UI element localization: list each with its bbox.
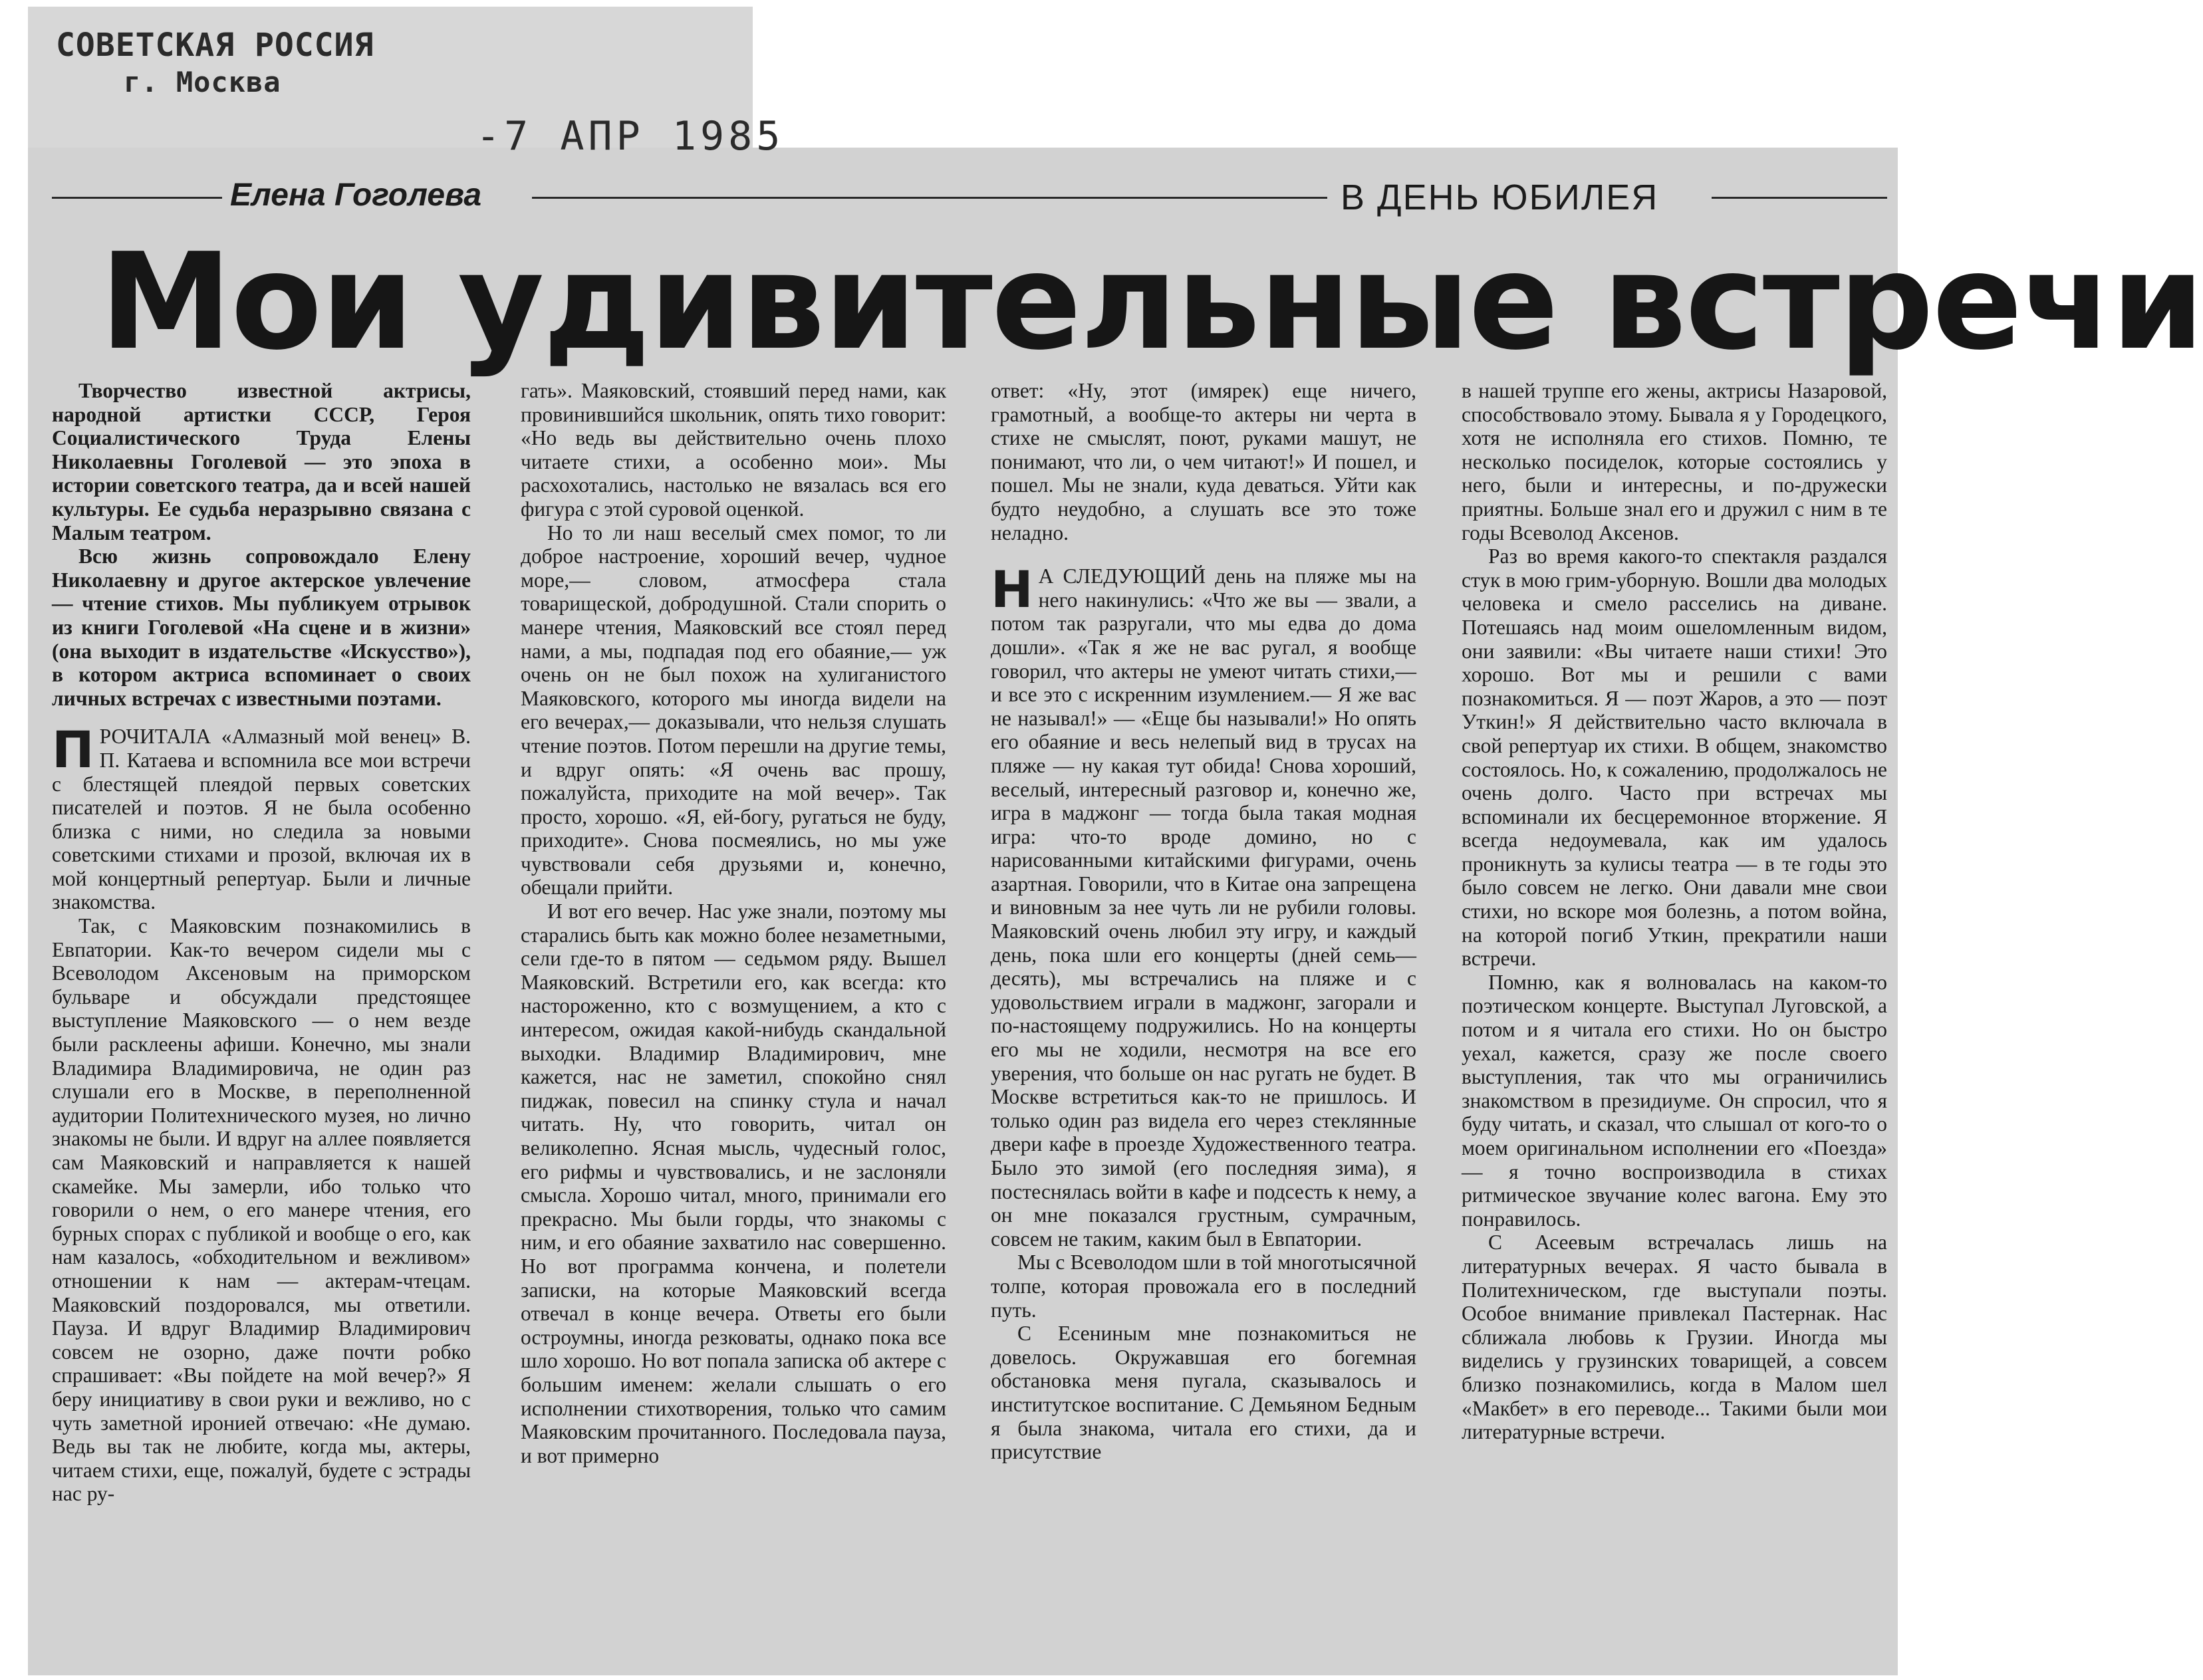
intro-paragraph: Творчество известной актрисы, народной артистки СССР, Героя Социалистического Труда Елены Николаевны Гоголевой — это эпоха в истории советского театра, да и всей нашей культуры. Ее судьба неразрывно связана с Малым театром. xyxy=(52,379,471,544)
column-1 xyxy=(52,379,471,1506)
drop-cap: Н xyxy=(991,560,1033,620)
article-paragraph: Помню, как я волновалась на каком-то поэтическом концерте. Выступал Луговской, а потом и я читала его стихи. Но он быстро уехал, кажется, сразу же после своего выступления, так что мы ограничились знакомством в президиуме. Он спросил, что я буду читать, и сказал, что слышал от кого-то о моем оригинальном исполнении его «Поезда» — я точно воспроизводила в стихах ритмическое звучание колес вагона. Ему это понравилось. xyxy=(1462,970,1887,1231)
article-paragraph: гать». Маяковский, стоявший перед нами, как провинившийся школьник, опять тихо говорит: «Но ведь вы действительно очень плохо читаете стихи, а особенно мои». Мы расхохотались, настолько не вязалась вся его фигура с этой суровой оценкой. xyxy=(521,379,946,521)
column-2 xyxy=(521,379,946,1467)
article-paragraph: Н А СЛЕДУЮЩИЙ день на пляже мы на него накинулись: «Что же вы — звали, а потом так разругали, что мы едва до дома дошли». «Так я же не вас ругал, я вообще говорил, что актеры не умеют читать стихи,— и все это с искренним изумлением.— Я же вас не называл!» — «Еще бы называли!» Но опять его обаяние и весь нелепый вид в трусах на пляже — ну какая тут обида! Снова хороший, веселый, интересный разговор и, конечно же, игра в маджонг — тогда была такая модная игра: что-то вроде домино, но с нарисованными китайскими фигурами, очень азартная. Говорили, что в Китае она запрещена и виновным за нее чуть ли не рубили головы. Маяковский очень любил эту игру, и каждый день, пока шли его концерты (дней семь—десять), мы встречались на пляже и с удовольствием играли в маджонг, загорали и по-настоящему подружились. Но на концерты его мы не ходили, несмотря на все его уверения, что больше он нас ругать не будет. В Москве встретиться как-то не пришлось. И только один раз видела его через стеклянные двери кафе в проезде Художественного театра. Было это зимой (его последняя зима), я постеснялась войти в кафе и подсесть к нему, а он мне показался грустным, сумрачным, совсем не таким, каким был в Евпатории. xyxy=(991,560,1416,1251)
article-paragraph: И вот его вечер. Нас уже знали, поэтому мы старались быть как можно более незаметными, сели где-то в пятом — седьмом ряду. Вышел Маяковский. Встретили его, как всегда: кто настороженно, кто с возмущением, а кто с интересом, ожидая какой-нибудь скандальной выходки. Владимир Владимирович, мне кажется, нас не заметил, спокойно снял пиджак, повесил на спинку стула и начал читать. Ну, что говорить, читал он великолепно. Ясная мысль, чудесный голос, его рифмы и чувствовались, и не заслоняли смысла. Хорошо читал, много, принимали его прекрасно. Мы были горды, что знакомы с ним, и его обаяние захватило нас совершенно. Но вот программа кончена, и полетели записки, на которые Маяковский всегда отвечал в конце вечера. Ответы его были остроумны, иногда резковаты, однако пока все шло хорошо. Но вот попала записка об актере с большим именем: желали слышать о его исполнении стихотворения, только что самим Маяковским прочитанного. Последовала пауза, и вот примерно xyxy=(521,900,946,1467)
article-paragraph: ответ: «Ну, этот (имярек) еще ничего, грамотный, а вообще-то актеры ни черта в стихе не смыслят, поют, руками машут, не понимают, что ли, о чем читают!» И пошел, и пошел. Мы не знали, куда деваться. Уйти как будто неудобно, а слушать все это тоже неладно. xyxy=(991,379,1416,544)
headline: Мои удивительные встречи xyxy=(100,225,2203,380)
rubric: В ДЕНЬ ЮБИЛЕЯ xyxy=(1341,178,1659,217)
header-rule-middle xyxy=(532,197,1327,199)
intro-paragraph: Всю жизнь сопровождало Елену Николаевну и другое актерское увлечение — чтение стихов. Мы публикуем отрывок из книги Гоголевой «На сцене и в жизни» (она выходит в издательстве «Искусство»), в котором актриса вспоминает о своих личных встречах с известными поэтами. xyxy=(52,544,471,710)
article-paragraph: Мы с Всеволодом шли в той многотысячной толпе, которая провожала его в последний путь. xyxy=(991,1251,1416,1322)
article-paragraph: Но то ли наш веселый смех помог, то ли доброе настроение, хороший вечер, чудное море,— словом, атмосфера стала товарищеской, добродушной. Стали спорить о манере чтения, Маяковский все стоял перед нами, а мы, подпадая под его обаяние,— уж очень он не был похож на хулиганистого Маяковского, которого мы иногда видели на его вечерах,— доказывали, что нельзя слушать чтение поэтов. Потом перешли на другие темы, и вдруг опять: «Я очень вас прошу, пожалуйста, приходите на мой вечер». Так просто, хорошо. «Я, ей-богу, ругаться не буду, приходите». Снова посмеялись, но мы уже чувствовали себя друзьями и, конечно, обещали прийти. xyxy=(521,521,946,900)
article-paragraph: ПРОЧИТАЛА «Алмазный мой венец» В. П. Катаева и вспомнила все мои встречи с блестящей плеядой первых советских писателей и поэтов. Я не была особенно близка с ними, но следила за новыми советскими стихами и прозой, включая их в мой концертный репертуар. Были и личные знакомства. xyxy=(52,720,471,914)
drop-cap: П xyxy=(52,720,94,780)
newspaper-stamp xyxy=(56,27,374,101)
article-paragraph: Раз во время какого-то спектакля раздался стук в мою грим-уборную. Вошли два молодых человека и смело расселись на диване. Потешаясь над моим ошеломленным видом, они заявили: «Вы читаете наши стихи! Это хорошо. Вот мы и решили с вами познакомиться. Я — поэт Жаров, а это — поэт Уткин!» Я действительно часто включала в свой репертуар их стихи. В общем, знакомство состоялось. Но, к сожалению, продолжалось не очень долго. Часто при встречах мы вспоминали их бесцеремонное вторжение. Я всегда недоумевала, как им удалось проникнуть за кулисы театра — в те годы это было совсем не легко. Они давали мне свои стихи, но вскоре моя болезнь, а потом война, на которой погиб Уткин, прекратили наши встречи. xyxy=(1462,544,1887,971)
article-paragraph: С Есениным мне познакомиться не довелось. Окружавшая его богемная обстановка меня пугала, сказывалось и институтское воспитание. С Демьяном Бедным я была знакома, читала его стихи, да и присутствие xyxy=(991,1322,1416,1464)
article-paragraph: в нашей труппе его жены, актрисы Назаровой, способствовало этому. Бывала я у Городецкого, хотя не исполняла его стихов. Помню, те несколько посиделок, которые состоялись у него, были и интересны, и по-дружески приятны. Больше знал его и дружил с ним в те годы Всеволод Аксенов. xyxy=(1462,379,1887,544)
stamp-paper-name: СОВЕТСКАЯ РОССИЯ xyxy=(56,27,374,64)
column-4 xyxy=(1462,379,1887,1444)
stamp-city: г. Москва xyxy=(124,66,281,98)
column-3 xyxy=(991,379,1416,1464)
article-paragraph: Так, с Маяковским познакомились в Евпатории. Как-то вечером сидели мы с Всеволодом Аксеновым на приморском бульваре и обсуждали предстоящее выступление Маяковского — о нем везде были расклеены афиши. Конечно, мы знали Владимира Владимировича, не один раз слушали его в Москве, в переполненной аудитории Политехнического музея, но лично знакомы не были. И вдруг на аллее появляется сам Маяковский и направляется к нашей скамейке. Мы замерли, ибо только что говорили о нем, о его манере чтения, его бурных спорах с публикой и вообще о его, как нам казалось, «обходительном и вежливом» отношении к нам — актерам-чтецам. Маяковский поздоровался, мы ответили. Пауза. И вдруг Владимир Владимирович совсем не озорно, даже почти робко спрашивает: «Вы пойдете на мой вечер?» Я беру инициативу в свои руки и вежливо, но с чуть заметной иронией отвечаю: «Не думаю. Ведь вы так не любите, когда мы, актеры, читаем стихи, еще, пожалуй, будете с эстрады нас ру- xyxy=(52,914,471,1506)
date-stamp: -7 АПР 1985 xyxy=(476,113,785,160)
header-rule-left xyxy=(52,197,222,199)
author-name: Елена Гоголева xyxy=(230,178,482,213)
article-paragraph: С Асеевым встречалась лишь на литературных вечерах. Я часто бывала в Политехническом, где выступали поэты. Особое внимание привлекал Пастернак. Нас сближала любовь к Грузии. Иногда мы виделись у грузинских товарищей, а совсем близко познакомились, когда в Малом шел «Макбет» в его переводе... Такими были мои литературные встречи. xyxy=(1462,1231,1887,1444)
header-rule-right xyxy=(1712,197,1887,199)
